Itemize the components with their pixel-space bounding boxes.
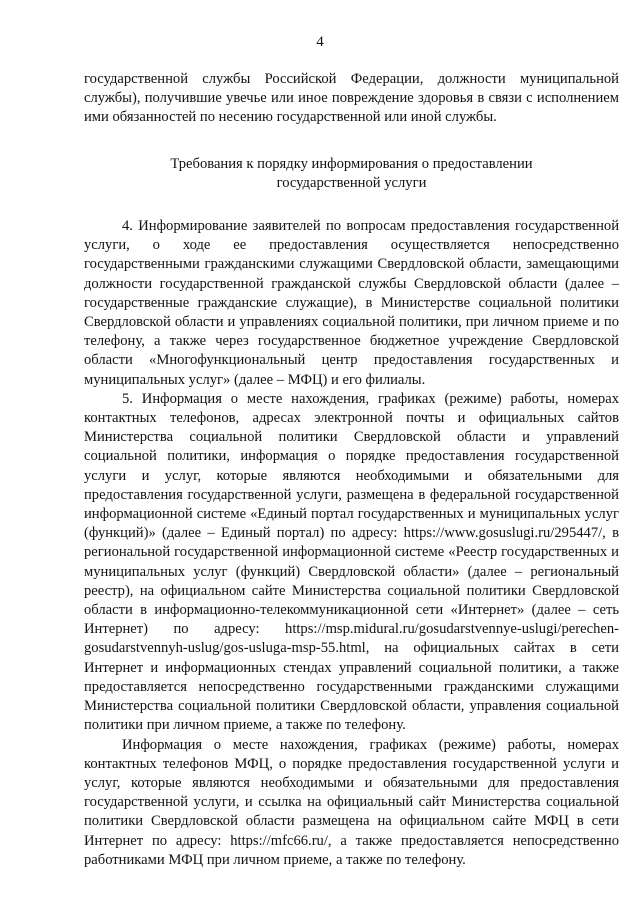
paragraph-mfc-information: Информация о месте нахождения, графиках (режиме) работы, номерах контактных телефонов МФЦ, о порядке предоставления государственной услуги и услуг, которые являются необходимыми и обязательными для предоставления государственной услуги, и ссылка на официальный сайт Министерства социальной политики Свердловской области размещена на официальном сайте МФЦ в сети Интернет по адресу: https://mfc66.ru/, а также предоставляется непосредственно работниками МФЦ при личном приеме, а также по телефону.	[84, 736, 619, 868]
paragraph-5: 5. Информация о месте нахождения, графиках (режиме) работы, номерах контактных телефонов, адресах электронной почты и официальных сайтов Министерства социальной политики Свердловской области и управлений социальной политики, информация о порядке предоставления государственной услуги и услуг, которые являются необходимыми и обязательными для предоставления государственной услуги, размещена в федеральной государственной информационной системе «Единый портал государственных и муниципальных услуг (функций)» (далее – Единый портал) по адресу: https://www.gosuslugi.ru/295447/, в региональной государственной информационной системе «Реестр государственных и муниципальных услуг (функций) Свердловской области» (далее – региональный реестр), на официальном сайте Министерства социальной политики Свердловской области в информационно-телекоммуникационной сети «Интернет» (далее – сеть Интернет) по адресу: https://msp.midural.ru/gosudarstvennye-uslugi/perechen-gosudarstvennyh-uslug/gos-usluga-msp-55.html, на официальных сайтах в сети Интернет и информационных стендах управлений социальной политики, а также предоставляется непосредственно государственными гражданскими служащими Министерства социальной политики Свердловской области, управления социальной политики при личном приеме, а также по телефону.	[84, 390, 619, 734]
intro-paragraph: государственной службы Российской Федерации, должности муниципальной службы), получившие увечье или иное повреждение здоровья в связи с исполнением ими обязанностей по несению государственной или иной службы.	[84, 71, 619, 126]
page-number: 4	[316, 34, 324, 50]
paragraph-4: 4. Информирование заявителей по вопросам предоставления государственной услуги, о ходе ее предоставления осуществляется непосредственно государственными гражданскими служащими Свердловской области, замещающими должности государственной гражданской службы Свердловской области (далее – государственные гражданские служащие), в Министерстве социальной политики Свердловской области и управлениях социальной политики, при личном приеме и по телефону, а также через государственное бюджетное учреждение Свердловской области «Многофункциональный центр предоставления государственных и муниципальных услуг» (далее – МФЦ) и его филиалы.	[84, 218, 619, 388]
document-body	[84, 70, 619, 870]
section-heading: Требования к порядку информирования о предоставлении государственной услуги	[170, 155, 533, 191]
